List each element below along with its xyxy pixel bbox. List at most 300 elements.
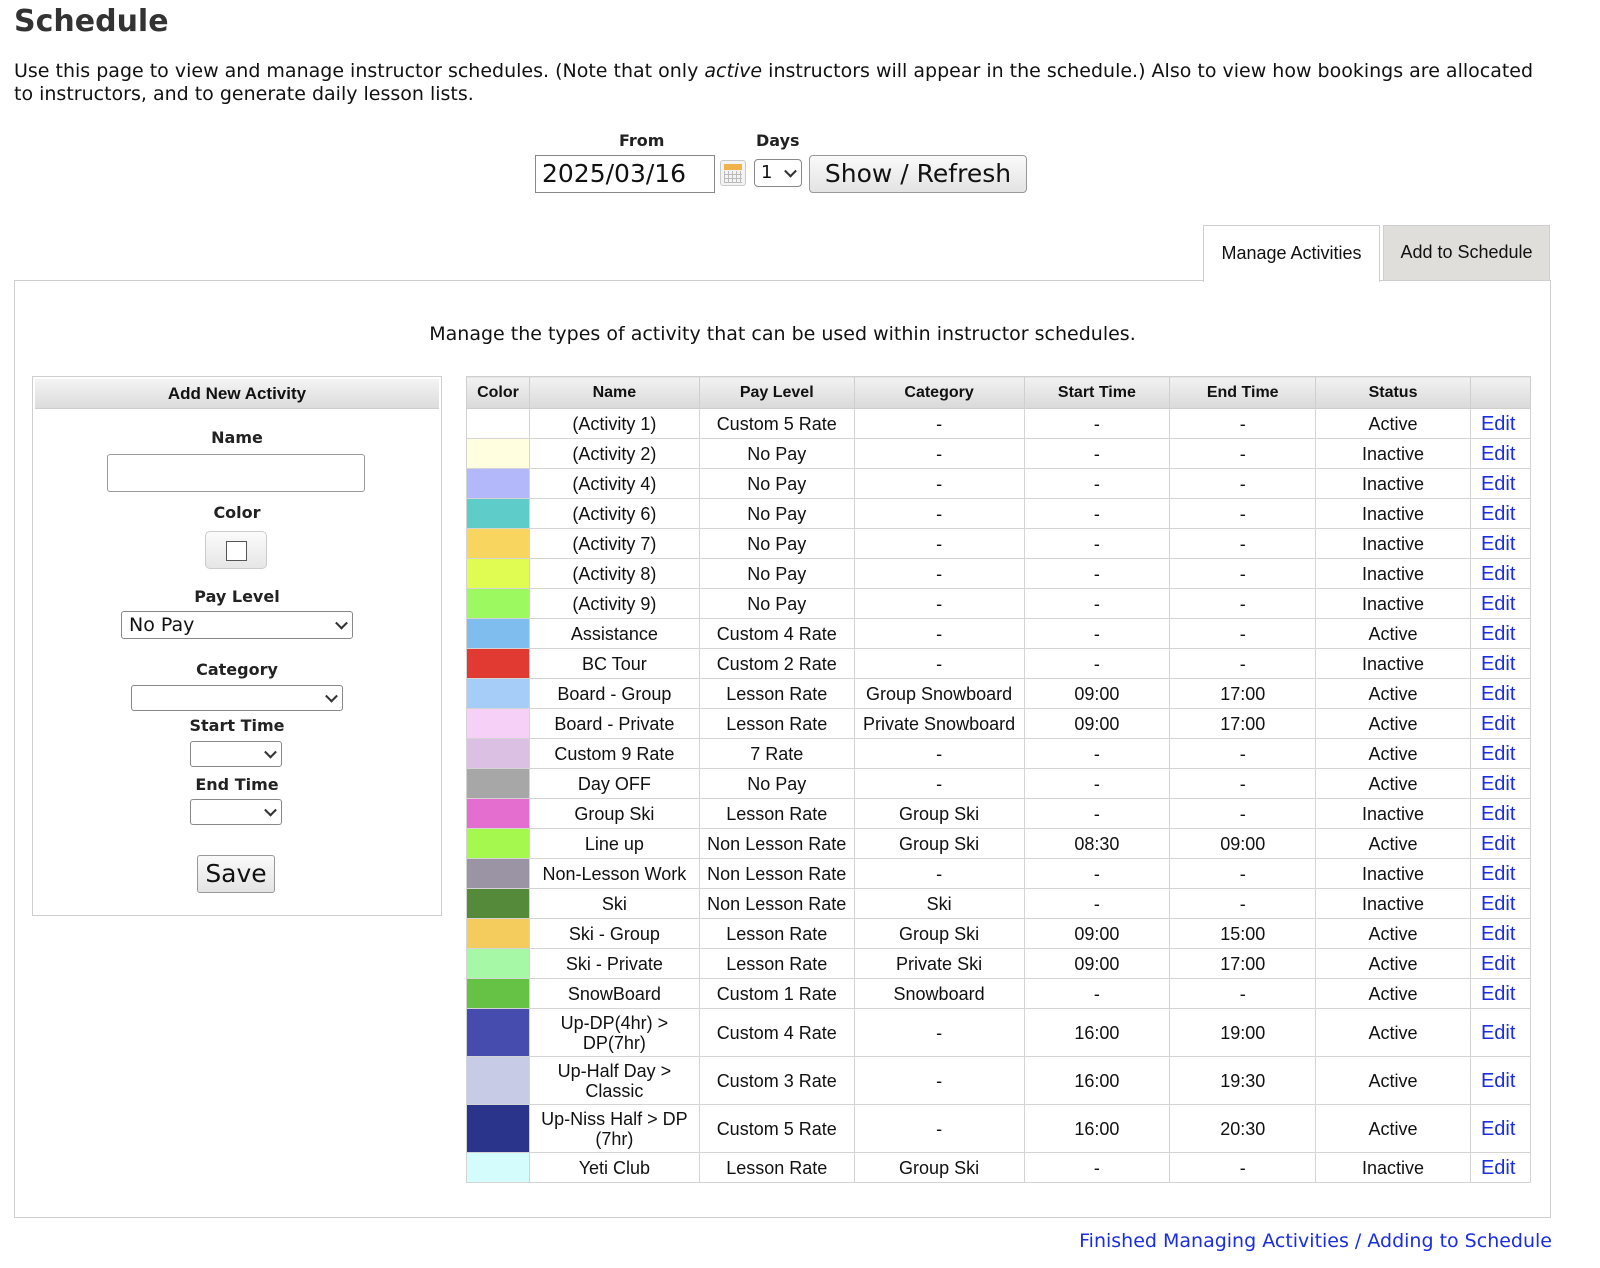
activity-name-cell: (Activity 4)	[529, 469, 699, 499]
activity-color-swatch	[467, 1105, 529, 1152]
pay-level-value: No Pay	[129, 614, 195, 636]
table-row	[467, 409, 1531, 439]
from-label: From	[619, 131, 665, 150]
activity-color-swatch	[467, 949, 529, 978]
activity-name-cell: Up-Half Day > Classic	[529, 1057, 699, 1105]
pay-level-cell: Non Lesson Rate	[699, 889, 854, 919]
activity-name-cell: (Activity 1)	[529, 409, 699, 439]
pay-level-cell: No Pay	[699, 529, 854, 559]
start-time-cell: 09:00	[1024, 709, 1170, 739]
end-time-cell: -	[1170, 769, 1316, 799]
start-time-cell: 09:00	[1024, 949, 1170, 979]
pay-level-cell: Lesson Rate	[699, 709, 854, 739]
end-time-label: End Time	[195, 775, 279, 794]
activity-name-cell: Day OFF	[529, 769, 699, 799]
activity-color-swatch	[467, 919, 529, 948]
color-cell	[467, 469, 530, 499]
column-header: End Time	[1170, 377, 1316, 409]
intro-text-part: instructors will appear in the schedule.) Also to view how bookings are allocated to instructors, and to generate daily lesson lists.	[14, 60, 1534, 105]
edit-cell	[1470, 529, 1530, 559]
activity-name-cell: (Activity 8)	[529, 559, 699, 589]
category-cell: -	[854, 1009, 1024, 1057]
activity-name-cell: Custom 9 Rate	[529, 739, 699, 769]
pay-level-cell: Custom 1 Rate	[699, 979, 854, 1009]
status-cell: Active	[1316, 949, 1471, 979]
category-label: Category	[196, 660, 278, 679]
column-header: Name	[529, 377, 699, 409]
category-cell: -	[854, 649, 1024, 679]
activity-color-swatch	[467, 799, 529, 828]
table-row	[467, 889, 1531, 919]
edit-link[interactable]: Edit	[1480, 502, 1516, 525]
column-header: Pay Level	[699, 377, 854, 409]
category-cell: Private Snowboard	[854, 709, 1024, 739]
edit-cell	[1470, 619, 1530, 649]
color-cell	[467, 529, 530, 559]
edit-cell	[1470, 1057, 1530, 1105]
category-cell: Private Ski	[854, 949, 1024, 979]
status-cell: Inactive	[1316, 649, 1471, 679]
intro-text	[14, 60, 1554, 106]
name-input[interactable]	[107, 454, 365, 492]
edit-cell	[1470, 709, 1530, 739]
save-button[interactable]: Save	[197, 855, 275, 893]
pay-level-cell: Custom 5 Rate	[699, 409, 854, 439]
start-time-cell: -	[1024, 469, 1170, 499]
edit-link[interactable]: Edit	[1480, 772, 1516, 795]
end-time-cell: -	[1170, 529, 1316, 559]
start-time-cell: -	[1024, 559, 1170, 589]
start-time-cell: -	[1024, 529, 1170, 559]
status-cell: Inactive	[1316, 529, 1471, 559]
color-cell	[467, 559, 530, 589]
color-cell	[467, 1009, 530, 1057]
end-time-cell: -	[1170, 859, 1316, 889]
table-row	[467, 469, 1531, 499]
table-row	[467, 1105, 1531, 1153]
color-cell	[467, 709, 530, 739]
edit-link[interactable]: Edit	[1480, 592, 1516, 615]
status-cell: Active	[1316, 829, 1471, 859]
activity-color-swatch	[467, 559, 529, 588]
activity-color-swatch	[467, 1153, 529, 1182]
activity-color-swatch	[467, 589, 529, 618]
start-time-cell: 09:00	[1024, 679, 1170, 709]
edit-link[interactable]: Edit	[1480, 742, 1516, 765]
table-row	[467, 829, 1531, 859]
category-cell: -	[854, 769, 1024, 799]
start-time-cell: -	[1024, 439, 1170, 469]
edit-cell	[1470, 589, 1530, 619]
status-cell: Active	[1316, 979, 1471, 1009]
activity-color-swatch	[467, 499, 529, 528]
table-row	[467, 979, 1531, 1009]
table-row	[467, 619, 1531, 649]
column-header: Color	[467, 377, 530, 409]
end-time-cell: -	[1170, 979, 1316, 1009]
status-cell: Active	[1316, 709, 1471, 739]
edit-link[interactable]: Edit	[1480, 712, 1516, 735]
edit-cell	[1470, 979, 1530, 1009]
activity-color-swatch	[467, 739, 529, 768]
edit-link[interactable]: Edit	[1480, 652, 1516, 675]
status-cell: Active	[1316, 1057, 1471, 1105]
status-cell: Active	[1316, 409, 1471, 439]
pay-level-cell: Lesson Rate	[699, 799, 854, 829]
pay-level-cell: Custom 4 Rate	[699, 1009, 854, 1057]
color-cell	[467, 679, 530, 709]
color-cell	[467, 919, 530, 949]
category-cell: -	[854, 529, 1024, 559]
color-cell	[467, 619, 530, 649]
color-swatch	[226, 541, 247, 561]
category-cell: Group Ski	[854, 829, 1024, 859]
pay-level-cell: Custom 4 Rate	[699, 619, 854, 649]
end-time-select[interactable]	[190, 799, 282, 825]
table-row	[467, 529, 1531, 559]
status-cell: Inactive	[1316, 439, 1471, 469]
category-cell: Snowboard	[854, 979, 1024, 1009]
edit-cell	[1470, 739, 1530, 769]
end-time-cell: -	[1170, 649, 1316, 679]
color-cell	[467, 859, 530, 889]
edit-link[interactable]: Edit	[1480, 1021, 1516, 1044]
chevron-down-icon	[784, 165, 797, 178]
pay-level-cell: Lesson Rate	[699, 919, 854, 949]
edit-cell	[1470, 649, 1530, 679]
pay-level-cell: Non Lesson Rate	[699, 829, 854, 859]
activity-name-cell: Board - Group	[529, 679, 699, 709]
pay-level-cell: Lesson Rate	[699, 1153, 854, 1183]
edit-link[interactable]: Edit	[1480, 892, 1516, 915]
calendar-icon[interactable]	[720, 160, 746, 186]
activity-color-swatch	[467, 409, 529, 438]
pay-level-cell: No Pay	[699, 469, 854, 499]
end-time-cell: -	[1170, 799, 1316, 829]
edit-link[interactable]: Edit	[1480, 952, 1516, 975]
edit-link[interactable]: Edit	[1480, 802, 1516, 825]
edit-link[interactable]: Edit	[1480, 862, 1516, 885]
activity-color-swatch	[467, 769, 529, 798]
start-time-cell: 08:30	[1024, 829, 1170, 859]
end-time-cell: -	[1170, 739, 1316, 769]
status-cell: Inactive	[1316, 859, 1471, 889]
edit-cell	[1470, 769, 1530, 799]
end-time-cell: -	[1170, 559, 1316, 589]
category-cell: Group Ski	[854, 1153, 1024, 1183]
status-cell: Inactive	[1316, 589, 1471, 619]
start-time-cell: 16:00	[1024, 1105, 1170, 1153]
start-time-cell: -	[1024, 649, 1170, 679]
category-cell: -	[854, 589, 1024, 619]
start-time-select[interactable]	[190, 741, 282, 767]
edit-cell	[1470, 469, 1530, 499]
edit-link[interactable]: Edit	[1480, 1156, 1516, 1179]
table-row	[467, 559, 1531, 589]
pay-level-cell: Lesson Rate	[699, 949, 854, 979]
table-row	[467, 919, 1531, 949]
pay-level-cell: No Pay	[699, 589, 854, 619]
tab-manage-activities[interactable]: Manage Activities	[1203, 225, 1380, 282]
start-time-cell: 16:00	[1024, 1009, 1170, 1057]
edit-cell	[1470, 919, 1530, 949]
edit-link[interactable]: Edit	[1480, 832, 1516, 855]
category-cell: Group Snowboard	[854, 679, 1024, 709]
color-cell	[467, 439, 530, 469]
start-time-cell: -	[1024, 739, 1170, 769]
status-cell: Inactive	[1316, 889, 1471, 919]
status-cell: Inactive	[1316, 499, 1471, 529]
end-time-cell: -	[1170, 1153, 1316, 1183]
edit-link[interactable]: Edit	[1480, 472, 1516, 495]
end-time-cell: -	[1170, 409, 1316, 439]
color-cell	[467, 1105, 530, 1153]
start-time-cell: -	[1024, 589, 1170, 619]
start-time-cell: -	[1024, 619, 1170, 649]
start-time-cell: -	[1024, 409, 1170, 439]
activity-name-cell: Line up	[529, 829, 699, 859]
tab-add-to-schedule[interactable]: Add to Schedule	[1383, 225, 1550, 281]
chevron-down-icon	[325, 690, 338, 703]
category-cell: -	[854, 1105, 1024, 1153]
start-time-cell: -	[1024, 1153, 1170, 1183]
end-time-cell: 19:30	[1170, 1057, 1316, 1105]
edit-link[interactable]: Edit	[1480, 982, 1516, 1005]
pay-level-label: Pay Level	[194, 587, 280, 606]
pay-level-cell: No Pay	[699, 559, 854, 589]
table-row	[467, 589, 1531, 619]
color-cell	[467, 949, 530, 979]
start-time-cell: -	[1024, 859, 1170, 889]
category-cell: -	[854, 739, 1024, 769]
activity-name-cell: Up-Niss Half > DP (7hr)	[529, 1105, 699, 1153]
activity-color-swatch	[467, 829, 529, 858]
days-label: Days	[756, 131, 800, 150]
edit-link[interactable]: Edit	[1480, 412, 1516, 435]
status-cell: Active	[1316, 919, 1471, 949]
start-time-cell: -	[1024, 889, 1170, 919]
category-cell: -	[854, 559, 1024, 589]
color-picker-button[interactable]	[205, 531, 267, 569]
status-cell: Active	[1316, 1105, 1471, 1153]
category-cell: -	[854, 409, 1024, 439]
table-row	[467, 769, 1531, 799]
activity-color-swatch	[467, 709, 529, 738]
category-cell: -	[854, 619, 1024, 649]
pay-level-cell: Custom 3 Rate	[699, 1057, 854, 1105]
color-cell	[467, 409, 530, 439]
category-cell: Group Ski	[854, 799, 1024, 829]
from-date-input[interactable]: 2025/03/16	[535, 155, 715, 193]
table-row	[467, 1057, 1531, 1105]
table-row	[467, 679, 1531, 709]
activities-table	[466, 376, 1531, 1183]
end-time-cell: -	[1170, 439, 1316, 469]
start-time-cell: 16:00	[1024, 1057, 1170, 1105]
activity-name-cell: (Activity 2)	[529, 439, 699, 469]
activity-name-cell: Ski	[529, 889, 699, 919]
table-row	[467, 709, 1531, 739]
table-row	[467, 439, 1531, 469]
status-cell: Active	[1316, 739, 1471, 769]
edit-link[interactable]: Edit	[1480, 922, 1516, 945]
status-cell: Active	[1316, 769, 1471, 799]
activity-name-cell: Board - Private	[529, 709, 699, 739]
activity-name-cell: (Activity 6)	[529, 499, 699, 529]
intro-text-part: Use this page to view and manage instructor schedules. (Note that only	[14, 60, 705, 82]
end-time-cell: 20:30	[1170, 1105, 1316, 1153]
activity-name-cell: BC Tour	[529, 649, 699, 679]
column-header: Status	[1316, 377, 1471, 409]
status-cell: Active	[1316, 679, 1471, 709]
pay-level-select[interactable]	[121, 611, 353, 639]
days-select-value: 1	[761, 162, 773, 183]
activity-name-cell: Non-Lesson Work	[529, 859, 699, 889]
status-cell: Inactive	[1316, 799, 1471, 829]
activity-name-cell: Assistance	[529, 619, 699, 649]
activities-table-body	[467, 409, 1531, 1183]
category-cell: -	[854, 499, 1024, 529]
pay-level-cell: No Pay	[699, 439, 854, 469]
edit-link[interactable]: Edit	[1480, 622, 1516, 645]
color-cell	[467, 499, 530, 529]
pay-level-cell: Lesson Rate	[699, 679, 854, 709]
activity-name-cell: Ski - Private	[529, 949, 699, 979]
activity-color-swatch	[467, 529, 529, 558]
add-activity-heading: Add New Activity	[35, 379, 439, 409]
start-time-cell: -	[1024, 979, 1170, 1009]
edit-cell	[1470, 679, 1530, 709]
intro-text-emphasis: active	[704, 60, 763, 82]
pay-level-cell: Custom 5 Rate	[699, 1105, 854, 1153]
table-row	[467, 649, 1531, 679]
edit-cell	[1470, 949, 1530, 979]
activity-color-swatch	[467, 889, 529, 918]
activity-name-cell: Group Ski	[529, 799, 699, 829]
edit-cell	[1470, 1105, 1530, 1153]
color-cell	[467, 589, 530, 619]
end-time-cell: -	[1170, 619, 1316, 649]
category-cell: Group Ski	[854, 919, 1024, 949]
end-time-cell: -	[1170, 469, 1316, 499]
category-cell: -	[854, 469, 1024, 499]
start-time-cell: -	[1024, 769, 1170, 799]
status-cell: Inactive	[1316, 1153, 1471, 1183]
edit-cell	[1470, 1153, 1530, 1183]
end-time-cell: 17:00	[1170, 709, 1316, 739]
column-header: Category	[854, 377, 1024, 409]
color-cell	[467, 799, 530, 829]
category-cell: -	[854, 439, 1024, 469]
activity-color-swatch	[467, 649, 529, 678]
finish-managing-link[interactable]: Finished Managing Activities / Adding to Schedule	[1079, 1230, 1552, 1252]
end-time-cell: 09:00	[1170, 829, 1316, 859]
end-time-cell: 17:00	[1170, 949, 1316, 979]
table-row	[467, 1009, 1531, 1057]
activity-color-swatch	[467, 1009, 529, 1056]
edit-cell	[1470, 439, 1530, 469]
table-row	[467, 739, 1531, 769]
column-header	[1470, 377, 1530, 409]
edit-link[interactable]: Edit	[1480, 532, 1516, 555]
end-time-cell: -	[1170, 589, 1316, 619]
color-label: Color	[213, 503, 261, 522]
panel-description: Manage the types of activity that can be used within instructor schedules.	[429, 323, 1136, 345]
end-time-cell: 17:00	[1170, 679, 1316, 709]
start-time-cell: 09:00	[1024, 919, 1170, 949]
days-select[interactable]	[754, 159, 802, 187]
color-cell	[467, 1153, 530, 1183]
edit-cell	[1470, 559, 1530, 589]
status-cell: Active	[1316, 619, 1471, 649]
activity-color-swatch	[467, 469, 529, 498]
status-cell: Inactive	[1316, 559, 1471, 589]
pay-level-cell: 7 Rate	[699, 739, 854, 769]
category-cell: -	[854, 1057, 1024, 1105]
activity-color-swatch	[467, 619, 529, 648]
activity-name-cell: Up-DP(4hr) > DP(7hr)	[529, 1009, 699, 1057]
table-row	[467, 799, 1531, 829]
status-cell: Inactive	[1316, 469, 1471, 499]
start-time-cell: -	[1024, 499, 1170, 529]
activity-color-swatch	[467, 439, 529, 468]
chevron-down-icon	[264, 804, 277, 817]
end-time-cell: 19:00	[1170, 1009, 1316, 1057]
color-cell	[467, 739, 530, 769]
table-row	[467, 859, 1531, 889]
color-cell	[467, 769, 530, 799]
pay-level-cell: No Pay	[699, 769, 854, 799]
activity-name-cell: Yeti Club	[529, 1153, 699, 1183]
edit-link[interactable]: Edit	[1480, 682, 1516, 705]
edit-link[interactable]: Edit	[1480, 1117, 1516, 1140]
table-row	[467, 499, 1531, 529]
edit-cell	[1470, 829, 1530, 859]
color-cell	[467, 649, 530, 679]
pay-level-cell: Non Lesson Rate	[699, 859, 854, 889]
activity-color-swatch	[467, 679, 529, 708]
activity-color-swatch	[467, 1057, 529, 1104]
manage-activities-panel	[14, 280, 1551, 1218]
color-cell	[467, 979, 530, 1009]
start-time-label: Start Time	[189, 716, 285, 735]
show-refresh-button[interactable]: Show / Refresh	[809, 155, 1027, 193]
edit-link[interactable]: Edit	[1480, 1069, 1516, 1092]
start-time-cell: -	[1024, 799, 1170, 829]
chevron-down-icon	[335, 617, 348, 630]
edit-link[interactable]: Edit	[1480, 562, 1516, 585]
add-activity-form	[32, 376, 442, 916]
category-cell: -	[854, 859, 1024, 889]
edit-cell	[1470, 889, 1530, 919]
activity-name-cell: (Activity 9)	[529, 589, 699, 619]
edit-cell	[1470, 799, 1530, 829]
category-cell: Ski	[854, 889, 1024, 919]
edit-cell	[1470, 1009, 1530, 1057]
table-header-row	[467, 377, 1531, 409]
end-time-cell: 15:00	[1170, 919, 1316, 949]
category-select[interactable]	[131, 685, 343, 711]
color-cell	[467, 829, 530, 859]
status-cell: Active	[1316, 1009, 1471, 1057]
edit-link[interactable]: Edit	[1480, 442, 1516, 465]
name-label: Name	[211, 428, 263, 447]
end-time-cell: -	[1170, 889, 1316, 919]
color-cell	[467, 889, 530, 919]
activity-name-cell: SnowBoard	[529, 979, 699, 1009]
activity-name-cell: (Activity 7)	[529, 529, 699, 559]
pay-level-cell: No Pay	[699, 499, 854, 529]
